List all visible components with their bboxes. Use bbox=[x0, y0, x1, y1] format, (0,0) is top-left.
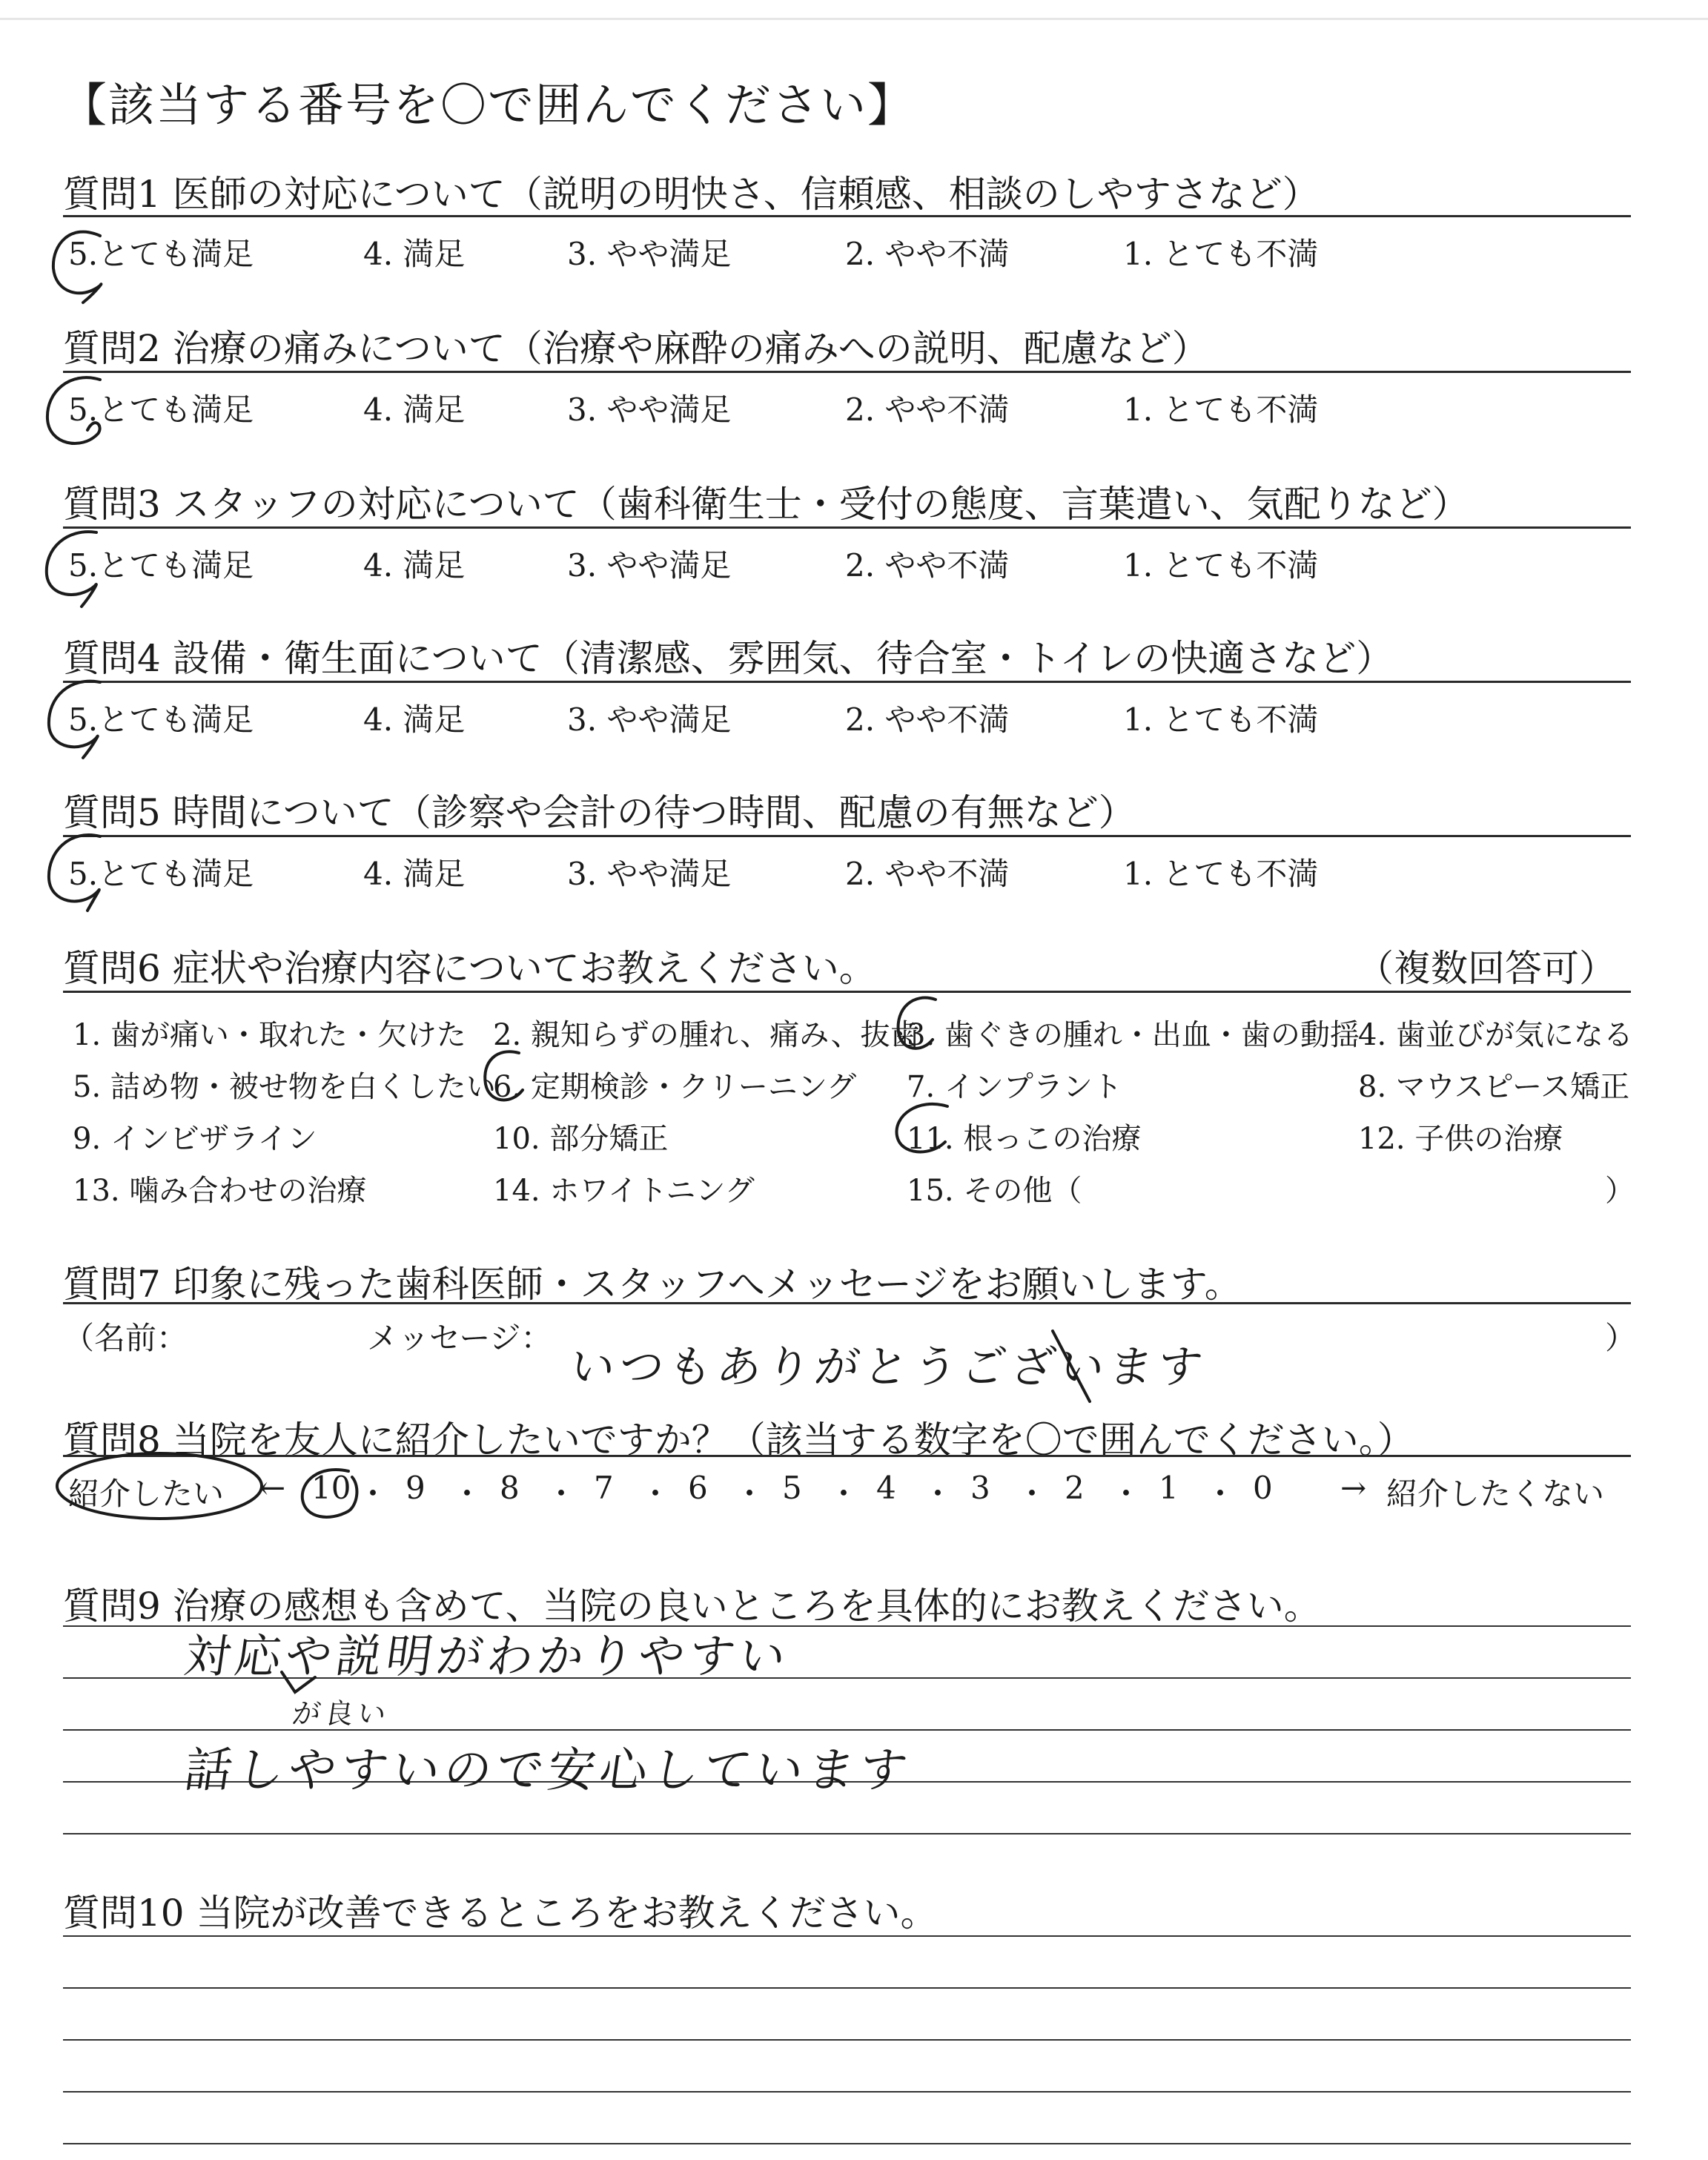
q6-item-6[interactable]: 6. 定期検診・クリーニング bbox=[493, 1070, 857, 1104]
q8-scale-5[interactable]: 5 bbox=[782, 1470, 802, 1506]
q1-option-1[interactable]: 1. とても不満 bbox=[1123, 236, 1319, 272]
q6-item-5[interactable]: 5. 詰め物・被せ物を白くしたい bbox=[73, 1070, 496, 1104]
q5-circle-mark bbox=[49, 835, 100, 911]
q9-handwritten-insert[interactable]: が良い bbox=[290, 1697, 393, 1730]
q5-option-3[interactable]: 3. やや満足 bbox=[567, 856, 732, 892]
q6-item-15-close: ） bbox=[1605, 1174, 1635, 1208]
q6-item-11-circle-mark bbox=[896, 1104, 947, 1152]
q8-scale-4[interactable]: 4 bbox=[876, 1470, 896, 1506]
q6-item-9[interactable]: 9. インビザライン bbox=[73, 1122, 317, 1156]
q8-ten-circle-mark bbox=[302, 1470, 357, 1517]
q1-option-4[interactable]: 4. 満足 bbox=[363, 236, 466, 272]
q3-option-2[interactable]: 2. やや不満 bbox=[845, 547, 1010, 584]
q6-item-1[interactable]: 1. 歯が痛い・取れた・欠けた bbox=[73, 1018, 466, 1052]
q2-option-3[interactable]: 3. やや満足 bbox=[567, 392, 732, 428]
q8-scale-dot: ・ bbox=[1205, 1476, 1237, 1512]
q6-item-3[interactable]: 3. 歯ぐきの腫れ・出血・歯の動揺 bbox=[907, 1018, 1360, 1052]
q8-scale-7[interactable]: 7 bbox=[594, 1470, 614, 1506]
q8-left-label-circle-mark bbox=[57, 1453, 262, 1519]
q9-handwritten-line-2[interactable]: 話しやすいので安心しています bbox=[180, 1743, 916, 1798]
q8-scale-dot: ・ bbox=[546, 1476, 577, 1512]
q8-scale-dot: ・ bbox=[734, 1476, 766, 1512]
q1-circle-mark bbox=[53, 232, 102, 303]
q8-left-label: 紹介したい bbox=[68, 1476, 225, 1512]
question-4-title: 質問4 設備・衛生面について（清潔感、雰囲気、待合室・トイレの快適さなど） bbox=[63, 637, 1394, 680]
q9-insert-caret bbox=[282, 1672, 315, 1692]
q6-item-2[interactable]: 2. 親知らずの腫れ、痛み、抜歯 bbox=[493, 1018, 920, 1052]
q3-option-4[interactable]: 4. 満足 bbox=[363, 547, 466, 584]
q8-scale-3[interactable]: 3 bbox=[970, 1470, 990, 1506]
q6-item-12[interactable]: 12. 子供の治療 bbox=[1358, 1122, 1563, 1156]
q6-item-13[interactable]: 13. 噛み合わせの治療 bbox=[73, 1174, 367, 1208]
question-6-note: （複数回答可） bbox=[1357, 947, 1616, 990]
q1-option-3[interactable]: 3. やや満足 bbox=[567, 236, 732, 272]
page-heading: 【該当する番号を〇で囲んでください】 bbox=[61, 78, 916, 132]
q6-item-11[interactable]: 11. 根っこの治療 bbox=[907, 1122, 1142, 1156]
q5-option-5[interactable]: 5.とても満足 bbox=[68, 856, 254, 892]
q7-handwritten-stroke bbox=[1053, 1331, 1090, 1401]
q8-left-arrow: ← bbox=[259, 1470, 286, 1506]
q8-scale-dot: ・ bbox=[640, 1476, 672, 1512]
question-10-title: 質問10 当院が改善できるところをお教えください。 bbox=[63, 1892, 938, 1935]
q3-circle-mark bbox=[47, 532, 96, 607]
question-9-title: 質問9 治療の感想も含めて、当院の良いところを具体的にお教えください。 bbox=[63, 1585, 1321, 1628]
question-6-title: 質問6 症状や治療内容についてお教えください。 bbox=[63, 947, 876, 990]
q8-scale-dot: ・ bbox=[357, 1476, 389, 1512]
q8-scale-dot: ・ bbox=[922, 1476, 954, 1512]
q1-option-2[interactable]: 2. やや不満 bbox=[845, 236, 1010, 272]
q3-option-1[interactable]: 1. とても不満 bbox=[1123, 547, 1319, 584]
q6-item-8[interactable]: 8. マウスピース矯正 bbox=[1358, 1070, 1630, 1104]
q2-option-2[interactable]: 2. やや不満 bbox=[845, 392, 1010, 428]
question-5-title: 質問5 時間について（診察や会計の待つ時間、配慮の有無など） bbox=[63, 791, 1136, 834]
q4-option-5[interactable]: 5.とても満足 bbox=[68, 701, 254, 738]
question-1-title: 質問1 医師の対応について（説明の明快さ、信頼感、相談のしやすさなど） bbox=[63, 173, 1320, 216]
q8-scale-2[interactable]: 2 bbox=[1065, 1470, 1085, 1506]
question-3-title: 質問3 スタッフの対応について（歯科衛生士・受付の態度、言葉遣い、気配りなど） bbox=[63, 483, 1469, 526]
q8-scale-1[interactable]: 1 bbox=[1159, 1470, 1179, 1506]
q8-scale-9[interactable]: 9 bbox=[406, 1470, 426, 1506]
q6-item-4[interactable]: 4. 歯並びが気になる bbox=[1358, 1018, 1633, 1052]
q4-option-1[interactable]: 1. とても不満 bbox=[1123, 701, 1319, 738]
q4-option-4[interactable]: 4. 満足 bbox=[363, 701, 466, 738]
q6-item-15[interactable]: 15. その他（ bbox=[907, 1174, 1082, 1208]
question-8-title: 質問8 当院を友人に紹介したいですか？（該当する数字を〇で囲んでください。） bbox=[63, 1418, 1414, 1462]
q3-option-3[interactable]: 3. やや満足 bbox=[567, 547, 732, 584]
q6-item-6-circle-mark bbox=[485, 1051, 523, 1100]
q8-right-label: 紹介したくない bbox=[1386, 1476, 1605, 1512]
q8-right-arrow: → bbox=[1340, 1470, 1367, 1506]
q8-scale-0[interactable]: 0 bbox=[1253, 1470, 1273, 1506]
q8-scale-8[interactable]: 8 bbox=[500, 1470, 520, 1506]
q8-scale-6[interactable]: 6 bbox=[688, 1470, 708, 1506]
q8-scale-dot: ・ bbox=[828, 1476, 860, 1512]
q7-message-label: メッセージ： bbox=[367, 1320, 552, 1356]
q6-item-3-circle-mark bbox=[898, 998, 936, 1048]
q7-name-label: （名前： bbox=[63, 1320, 188, 1356]
q1-option-5[interactable]: 5.とても満足 bbox=[68, 236, 254, 272]
q4-option-3[interactable]: 3. やや満足 bbox=[567, 701, 732, 738]
q8-scale-dot: ・ bbox=[1110, 1476, 1142, 1512]
q6-item-14[interactable]: 14. ホワイトニング bbox=[493, 1174, 755, 1208]
question-2-title: 質問2 治療の痛みについて（治療や麻酔の痛みへの説明、配慮など） bbox=[63, 327, 1209, 370]
q4-option-2[interactable]: 2. やや不満 bbox=[845, 701, 1010, 738]
q5-option-2[interactable]: 2. やや不満 bbox=[845, 856, 1010, 892]
q7-close-paren: ） bbox=[1605, 1320, 1637, 1356]
q9-handwritten-line-1[interactable]: 対応や説明がわかりやすい bbox=[181, 1629, 794, 1683]
question-7-title: 質問7 印象に残った歯科医師・スタッフへメッセージをお願いします。 bbox=[63, 1263, 1242, 1306]
q5-option-1[interactable]: 1. とても不満 bbox=[1123, 856, 1319, 892]
q8-scale-dot: ・ bbox=[1016, 1476, 1048, 1512]
q8-scale-dot: ・ bbox=[451, 1476, 483, 1512]
q4-circle-mark bbox=[49, 681, 100, 758]
q2-option-4[interactable]: 4. 満足 bbox=[363, 392, 466, 428]
q2-option-1[interactable]: 1. とても不満 bbox=[1123, 392, 1319, 428]
q5-option-4[interactable]: 4. 満足 bbox=[363, 856, 466, 892]
q2-option-5[interactable]: 5.とても満足 bbox=[68, 392, 254, 428]
q6-item-7[interactable]: 7. インプラント bbox=[907, 1070, 1122, 1104]
q2-circle-mark bbox=[47, 377, 100, 443]
q3-option-5[interactable]: 5.とても満足 bbox=[68, 547, 254, 584]
q8-scale-10[interactable]: 10 bbox=[311, 1470, 351, 1506]
q7-handwritten-message[interactable]: いつもありがとうございます bbox=[566, 1341, 1211, 1393]
q6-item-10[interactable]: 10. 部分矯正 bbox=[493, 1122, 669, 1156]
